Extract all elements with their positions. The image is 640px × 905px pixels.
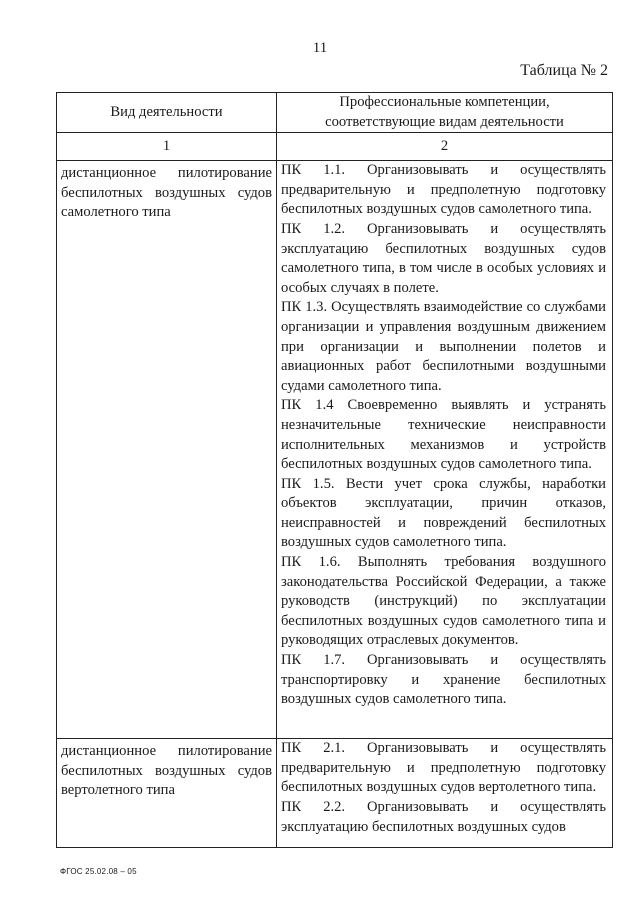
competency-item: ПК 1.5. Вести учет срока службы, наработки объектов эксплуатации, причин отказов, неисправностей и повреждений беспилотных воздушных судов самолетного типа. [281,475,606,551]
table-row [57,161,613,739]
competency-item: ПК 2.2. Организовывать и осуществлять эксплуатацию беспилотных воздушных судов [281,798,606,835]
competency-item: ПК 1.3. Осуществлять взаимодействие со службами организации и управления воздушным движением при организации и выполнении полетов и авиационных работ беспилотными воздушными судами самолетного типа. [281,299,606,394]
column-number-1: 1 [57,133,277,161]
header-row [57,93,613,133]
competencies-cell [277,161,613,739]
footer-code: ФГОС 25.02.08 – 05 [60,867,137,876]
page-number: 11 [312,40,328,56]
competency-item: ПК 2.1. Организовывать и осуществлять предварительную и предполетную подготовку беспилотных воздушных судов вертолетного типа. [281,740,606,796]
column-number-2: 2 [277,133,613,161]
table-caption: Таблица № 2 [520,62,608,79]
table-row [57,739,613,848]
column-number-row [57,133,613,161]
header-competencies: Профессиональные компетенции, соответствующие видам деятельности [277,93,613,133]
competency-item: ПК 1.7. Организовывать и осуществлять транспортировку и хранение беспилотных воздушных судов самолетного типа. [281,652,606,708]
activity-cell: дистанционное пилотирование беспилотных воздушных судов самолетного типа [57,161,277,739]
competency-item: ПК 1.1. Организовывать и осуществлять предварительную и предполетную подготовку беспилотных воздушных судов самолетного типа. [281,162,606,218]
header-activity: Вид деятельности [57,93,277,133]
competency-item: ПК 1.4 Своевременно выявлять и устранять незначительные технические неисправности исполнительных механизмов и устройств беспилотных воздушных судов самолетного типа. [281,397,606,473]
competencies-cell [277,739,613,848]
competency-item: ПК 1.6. Выполнять требования воздушного законодательства Российской Федерации, а также руководств (инструкций) по эксплуатации беспилотных воздушных судов самолетного типа и руководящих отраслевых документов. [281,554,606,649]
competency-item: ПК 1.2. Организовывать и осуществлять эксплуатацию беспилотных воздушных судов самолетного типа, в том числе в особых условиях и особых случаях в полете. [281,220,606,296]
activity-cell: дистанционное пилотирование беспилотных воздушных судов вертолетного типа [57,739,277,848]
competence-table [56,92,613,848]
